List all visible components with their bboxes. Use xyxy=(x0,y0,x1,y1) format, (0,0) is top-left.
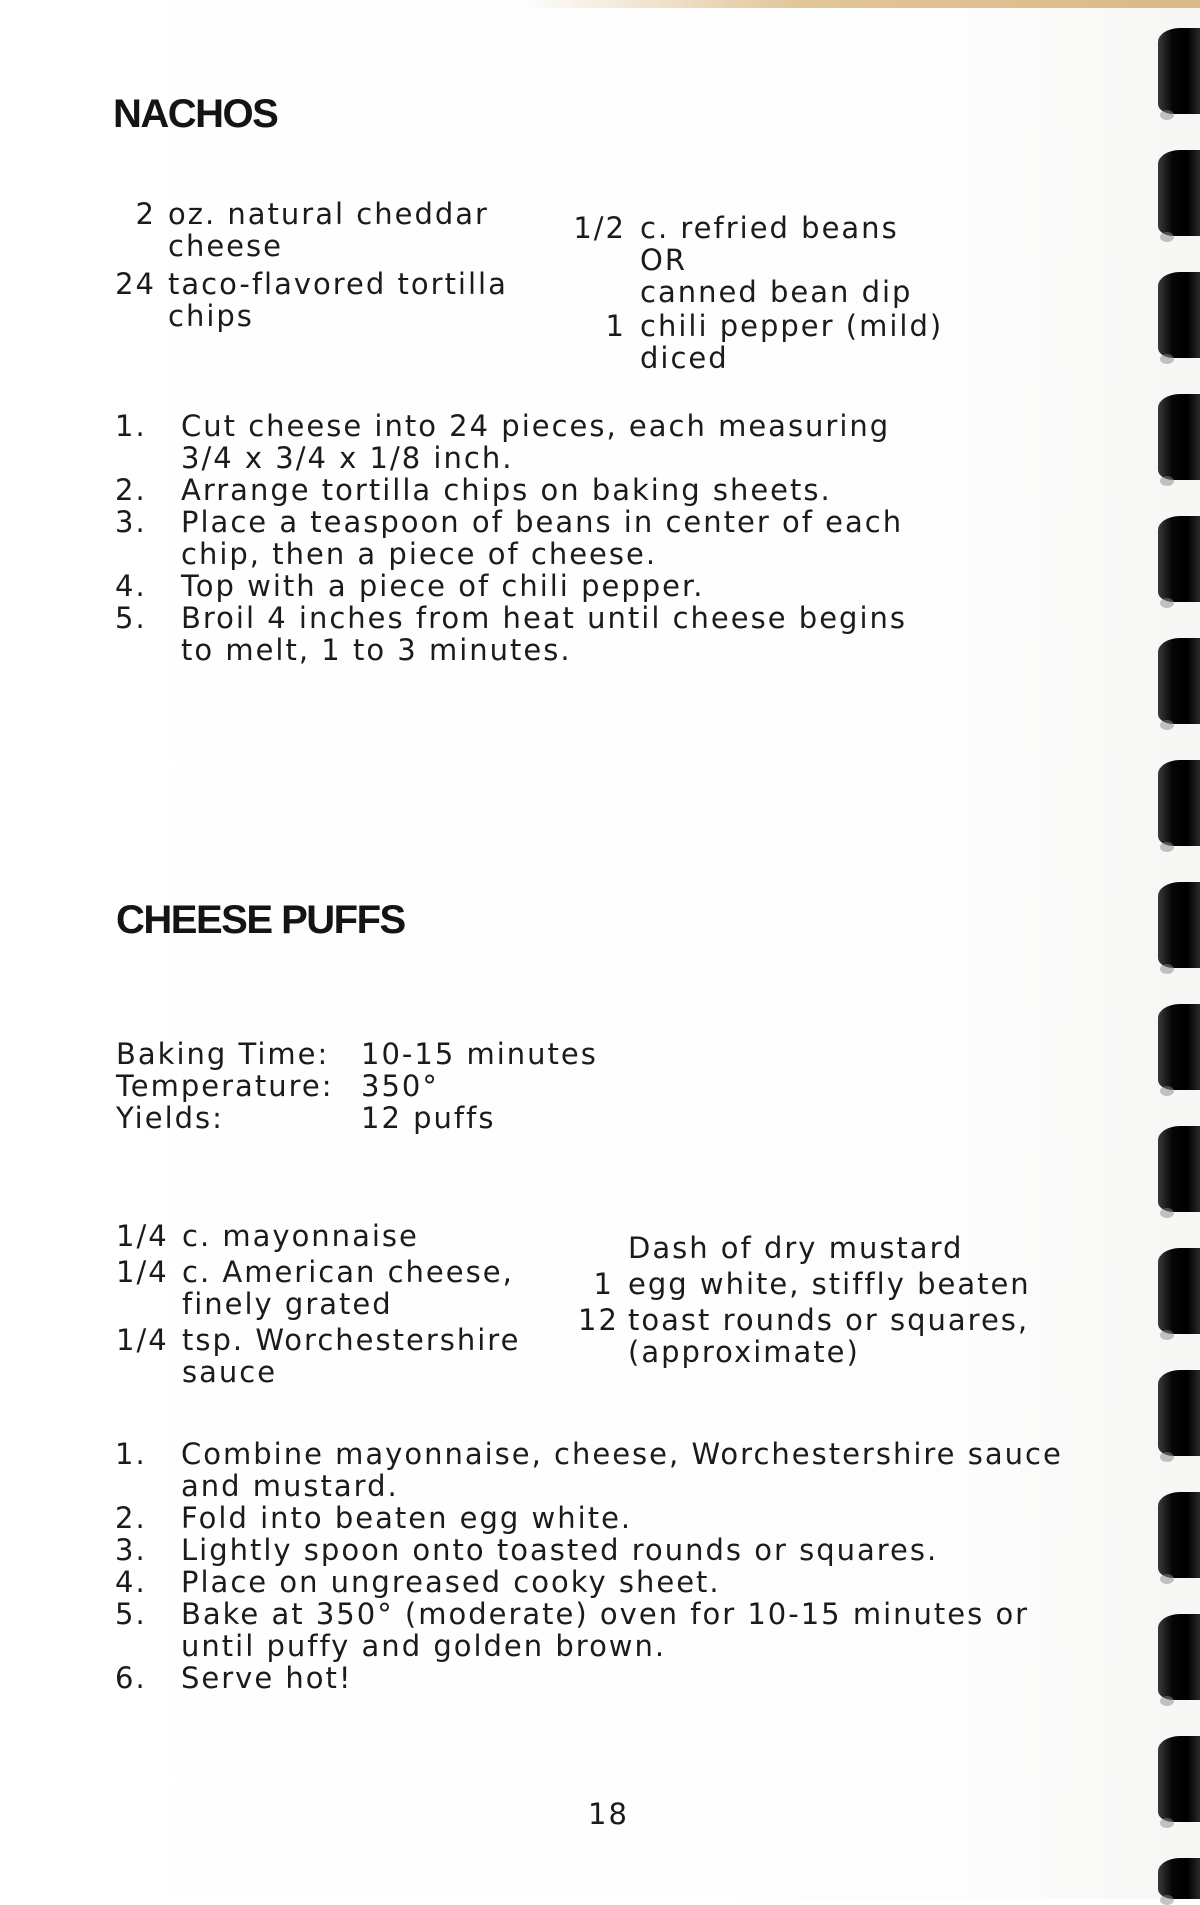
ingredient-item xyxy=(116,1324,520,1388)
ingredient-item xyxy=(578,1304,1031,1368)
ingredient-qty: 1 xyxy=(593,1267,614,1301)
info-value: 10-15 minutes xyxy=(361,1037,598,1071)
info-label: Yields: xyxy=(116,1101,224,1135)
ingredient-item xyxy=(110,268,508,332)
ingredient-qty: 1/4 xyxy=(116,1323,169,1357)
step-item xyxy=(115,1534,1063,1566)
recipe-title-nachos: NACHOS xyxy=(113,92,278,136)
step-text: Broil 4 inches from heat until cheese begins to melt, 1 to 3 minutes. xyxy=(181,601,907,667)
ingredient-item xyxy=(578,1268,1031,1300)
step-text: Bake at 350° (moderate) oven for 10-15 minutes or until puffy and golden brown. xyxy=(181,1597,1030,1663)
spiral-binding xyxy=(1156,0,1200,1899)
step-item xyxy=(115,602,907,666)
binding-coil xyxy=(1158,1248,1200,1334)
step-text: Serve hot! xyxy=(181,1661,353,1695)
info-row xyxy=(116,1038,598,1070)
step-item xyxy=(115,474,907,506)
binding-coil xyxy=(1158,1492,1200,1578)
step-item xyxy=(115,1502,1063,1534)
nachos-ingredients-left xyxy=(110,198,508,332)
step-number: 2. xyxy=(115,473,147,507)
step-text: Top with a piece of chili pepper. xyxy=(181,569,705,603)
page-number: 18 xyxy=(588,1797,629,1831)
binding-coil xyxy=(1158,1370,1200,1456)
binding-coil xyxy=(1158,1126,1200,1212)
step-item xyxy=(115,1598,1063,1662)
step-number: 4. xyxy=(115,569,147,603)
step-text: Place on ungreased cooky sheet. xyxy=(181,1565,721,1599)
ingredient-text: egg white, stiffly beaten xyxy=(628,1267,1031,1301)
step-number: 5. xyxy=(115,601,147,635)
info-label: Temperature: xyxy=(116,1069,334,1103)
ingredient-item xyxy=(116,1256,520,1320)
info-value: 350° xyxy=(361,1069,439,1103)
binding-coil xyxy=(1158,1004,1200,1090)
step-item xyxy=(115,506,907,570)
ingredient-qty: 2 xyxy=(135,197,156,231)
info-row xyxy=(116,1102,598,1134)
step-text: Place a teaspoon of beans in center of each chip, then a piece of cheese. xyxy=(181,505,904,571)
cheese-puffs-info xyxy=(116,1038,598,1134)
step-number: 3. xyxy=(115,1533,147,1567)
cheese-puffs-steps xyxy=(115,1438,1063,1694)
ingredient-text: c. mayonnaise xyxy=(182,1219,419,1253)
binding-coil xyxy=(1158,638,1200,724)
ingredient-qty: 1 xyxy=(605,309,626,343)
binding-coil xyxy=(1158,1614,1200,1700)
binding-coil xyxy=(1158,28,1200,114)
ingredient-text: chili pepper (mild) diced xyxy=(640,309,944,375)
ingredient-item xyxy=(560,212,943,308)
ingredient-text: Dash of dry mustard xyxy=(628,1231,964,1265)
step-text: Arrange tortilla chips on baking sheets. xyxy=(181,473,832,507)
step-item xyxy=(115,570,907,602)
binding-coil xyxy=(1158,760,1200,846)
step-item xyxy=(115,1566,1063,1598)
info-value: 12 puffs xyxy=(361,1101,496,1135)
nachos-steps xyxy=(115,410,907,666)
step-number: 6. xyxy=(115,1661,147,1695)
ingredient-qty: 1/4 xyxy=(116,1219,169,1253)
ingredient-item xyxy=(110,198,508,262)
binding-coil xyxy=(1158,272,1200,358)
ingredient-item xyxy=(578,1232,1031,1264)
ingredient-item xyxy=(560,310,943,374)
cheese-puffs-ingredients-right xyxy=(578,1232,1031,1368)
ingredient-qty: 1/4 xyxy=(116,1255,169,1289)
ingredient-item xyxy=(116,1220,520,1252)
ingredient-text: c. American cheese, finely grated xyxy=(182,1255,514,1321)
info-label: Baking Time: xyxy=(116,1037,330,1071)
ingredient-qty: 24 xyxy=(115,267,156,301)
binding-coil xyxy=(1158,882,1200,968)
binding-coil xyxy=(1158,150,1200,236)
binding-coil xyxy=(1158,1858,1200,1899)
cheese-puffs-ingredients-left xyxy=(116,1220,520,1388)
ingredient-text: c. refried beans OR canned bean dip xyxy=(640,211,913,309)
ingredient-text: taco-flavored tortilla chips xyxy=(168,267,508,333)
step-number: 1. xyxy=(115,1437,147,1471)
step-text: Fold into beaten egg white. xyxy=(181,1501,633,1535)
step-number: 3. xyxy=(115,505,147,539)
ingredient-qty: 12 xyxy=(578,1303,619,1337)
info-row xyxy=(116,1070,598,1102)
step-text: Lightly spoon onto toasted rounds or squares. xyxy=(181,1533,939,1567)
binding-coil xyxy=(1158,1736,1200,1822)
step-number: 5. xyxy=(115,1597,147,1631)
step-number: 4. xyxy=(115,1565,147,1599)
binding-coil xyxy=(1158,516,1200,602)
step-item xyxy=(115,410,907,474)
step-text: Combine mayonnaise, cheese, Worchestershire sauce and mustard. xyxy=(181,1437,1063,1503)
recipe-title-cheese-puffs: CHEESE PUFFS xyxy=(116,898,405,942)
step-item xyxy=(115,1662,1063,1694)
step-number: 2. xyxy=(115,1501,147,1535)
ingredient-qty: 1/2 xyxy=(573,211,626,245)
binding-coil xyxy=(1158,394,1200,480)
step-text: Cut cheese into 24 pieces, each measuring 3/4 x 3/4 x 1/8 inch. xyxy=(181,409,891,475)
ingredient-text: oz. natural cheddar cheese xyxy=(168,197,489,263)
step-item xyxy=(115,1438,1063,1502)
step-number: 1. xyxy=(115,409,147,443)
nachos-ingredients-right xyxy=(560,212,943,374)
page-top-edge xyxy=(520,0,1200,8)
ingredient-text: toast rounds or squares, (approximate) xyxy=(628,1303,1030,1369)
ingredient-text: tsp. Worchestershire sauce xyxy=(182,1323,521,1389)
